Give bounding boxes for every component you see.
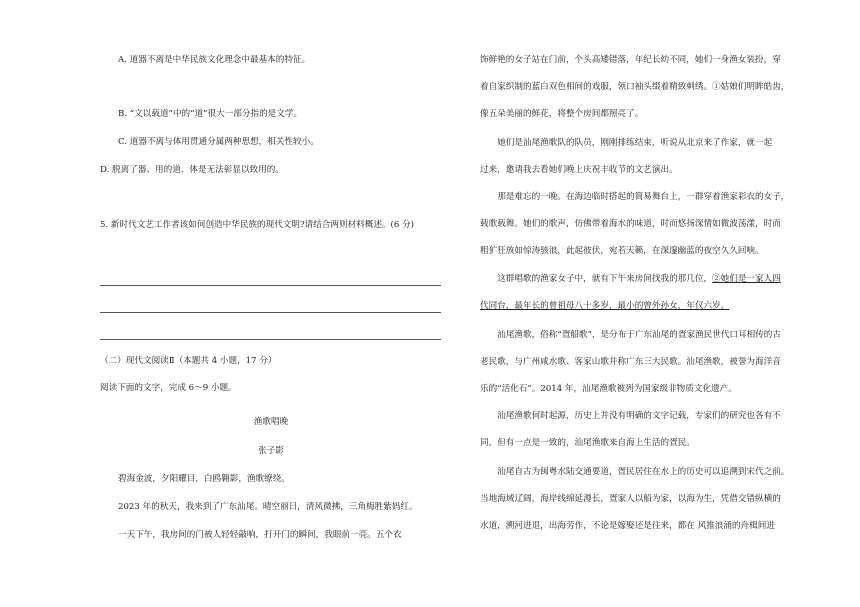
paragraph-1: 碧海金波，夕阳耀目，白鸥翱影，渔歌缭绕。 — [118, 474, 290, 484]
text-line: 像五朵美丽的鲜花，将整个房间都照亮了。 — [480, 109, 644, 119]
text-line: 老民歌，与广州咸水歌、客家山歌并称广东三大民歌。汕尾渔歌，被誉为海洋音 — [480, 357, 781, 367]
text-line: 同，但有一点是一致的，汕尾渔歌来自海上生活的疍民。 — [480, 438, 695, 448]
text-line — [480, 273, 812, 285]
text-line: 那是难忘的一晚。在海边临时搭起的简易舞台上，一群穿着渔家彩衣的女子， — [480, 192, 790, 202]
text-line: 着自家织制的蓝白双色相间的戏服，领口袖头缀着精致刺绣。①姑娘们明眸皓齿， — [480, 82, 790, 92]
instruction: 阅读下面的文字，完成 6～9 小题。 — [100, 383, 237, 393]
paragraph-3: 一天下午，我房间的门被人轻轻敲响，打开门的瞬间，我眼前一亮。五个衣 — [118, 530, 402, 540]
text-line: 水道，溯河进退，出海劳作，不论是嫁娶还是往来，都在 风推浪涌的舟楫间进 — [480, 521, 775, 531]
option-d: D. 脱离了器、用的道、体是无法彰显以致用的。 — [100, 165, 284, 175]
text-line-start: 这群唱歌的渔家女子中，就有下午来房间找我的那几位， — [480, 274, 713, 284]
article-author: 张子影 — [258, 446, 284, 456]
answer-line-3 — [100, 339, 441, 340]
option-b: B. “文以载道”中的“道”很大一部分指的是文学。 — [118, 109, 303, 119]
answer-line-1 — [100, 285, 441, 286]
answer-line-2 — [100, 312, 441, 313]
text-line: 当地海域辽阔，海岸线绵延漫长，疍家人以船为家，以海为生，凭借交错纵横的 — [480, 494, 781, 504]
underlined-sentence: ②她们是一家人四 — [712, 274, 781, 284]
question-5: 5. 新时代文艺工作者该如何创造中华民族的现代文明?请结合两则材料概述。(6 分) — [100, 220, 415, 230]
article-title: 渔歌唱晚 — [253, 417, 289, 427]
text-line: 汕尾自古为闽粤水陆交通要道，疍民居住在水上的历史可以追溯到宋代之前。 — [480, 467, 790, 477]
text-line: 汕尾渔歌，俗称“疍船歌”，是分布于广东汕尾的疍家渔民世代口耳相传的古 — [480, 330, 781, 340]
option-a: A. 道器不离是中华民族文化理念中最基本的特征。 — [118, 55, 311, 65]
text-line: 粗犷狂放如惊涛骇浪，此起彼伏，宛若天籁，在深邃幽蓝的夜空久久回响。 — [480, 246, 764, 256]
option-c: C. 道器不离与体用贯通分属两种思想，相关性较小。 — [118, 137, 319, 147]
paragraph-2: 2023 年的秋天，我来到了广东汕尾。晴空丽日，清风微拂，三角梅胜紫妈红。 — [118, 502, 418, 512]
section-heading: （二）现代文阅读Ⅱ（本题共 4 小题，17 分） — [100, 356, 277, 366]
text-line: 乐的“活化石”。2014 年，汕尾渔歌被列为国家级非物质文化遗产。 — [480, 384, 737, 394]
text-line: 她们是汕尾渔歌队的队员，刚刚排练结束，听说从北京来了作家，就一起 — [480, 138, 773, 148]
text-line: 过来，邀请我去看她们晚上庆祝丰收节的文艺演出。 — [480, 165, 678, 175]
text-line: 饰鲜艳的女子站在门前，个头高矮错落，年纪长幼不同，她们一身渔女装扮，穿 — [480, 55, 781, 65]
text-line: 载歌载舞。她们的歌声，仿佛带着海水的味道，时而悠扬深情如微波荡漾，时而 — [480, 219, 781, 229]
text-line-underlined: 代同台，最年长的曾祖母八十多岁，最小的曾外孙女，年仅六岁。 — [480, 301, 730, 311]
text-line: 汕尾渔歌何时起源，历史上并没有明确的文字记载，专家们的研究也各有不 — [480, 411, 781, 421]
